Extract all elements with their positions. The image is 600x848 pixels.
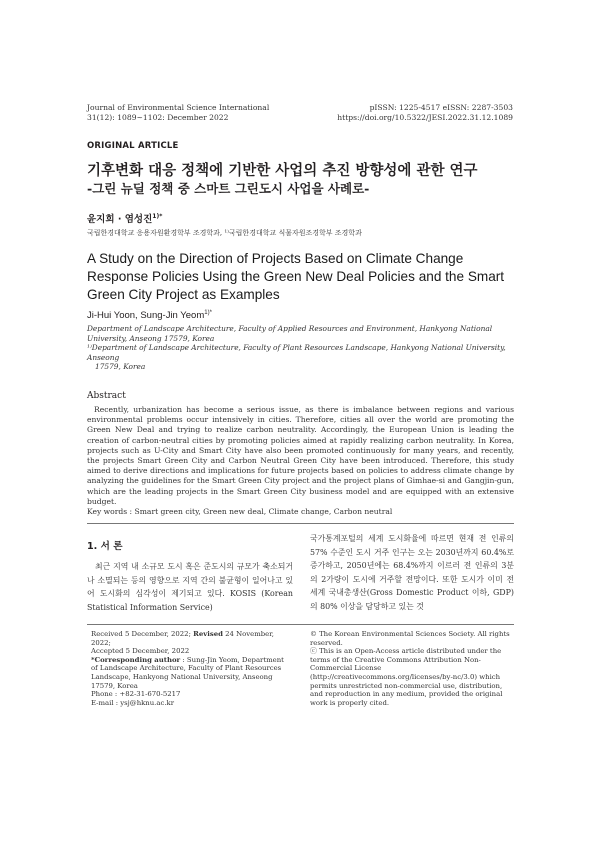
english-title: A Study on the Direction of Projects Based on Climate Change Response Policies Using the Green New Deal Policies and the Smart Green City Project as Examples: [87, 251, 505, 302]
header-right: [337, 103, 513, 123]
korean-authors: [87, 211, 162, 225]
header-left: [87, 103, 269, 123]
section-divider: [87, 523, 514, 524]
copyright-notice: © The Korean Environmental Sciences Society. All rights reserved.: [310, 630, 510, 647]
keywords-label: Key words :: [87, 507, 133, 516]
affiliation-1: Department of Landscape Architecture, Faculty of Applied Resources and Environment, Hankyong National University, Anseong 17579, Korea: [87, 324, 493, 343]
doi-link[interactable]: https://doi.org/10.5322/JESI.2022.31.12.1089: [337, 113, 513, 122]
footnote-left: [91, 630, 291, 707]
keywords-text: Smart green city, Green new deal, Climate change, Carbon neutral: [134, 507, 393, 516]
received-dates: [91, 630, 291, 647]
issn: pISSN: 1225-4517 eISSN: 2287-3503: [369, 103, 513, 112]
volume-info: 31(12): 1089~1102: December 2022: [87, 113, 229, 122]
korean-author-sup: 1)*: [152, 212, 163, 220]
korean-author-names: 윤지희 · 염성진: [87, 214, 153, 225]
received-text: Received 5 December, 2022;: [91, 630, 194, 638]
abstract-heading: Abstract: [87, 391, 126, 401]
journal-header: [87, 103, 513, 125]
license-notice: ⓒ This is an Open-Access article distributed under the terms of the Creative Commons Attribution Non-Commercial License (http://creativecommons.org/licenses/by-nc/3.0) which permits unrestricted non-commercial use, distribution, and reproduction in any medium, provided the original work is properly cited.: [310, 647, 503, 707]
journal-name: Journal of Environmental Science International: [87, 103, 270, 112]
revised-label: Revised: [193, 630, 223, 638]
phone: Phone : +82-31-670-5217: [91, 690, 181, 699]
intro-left-column: 최근 지역 내 소규모 도시 혹은 준도시의 규모가 축소되거나 소멸되는 등의 영향으로 지역 간의 불균형이 일어나고 있어 도시화의 심각성이 제기되고 있다. KOSIS (Korean Statistical Information Service): [87, 562, 293, 612]
english-author-sup: 1)*: [204, 310, 212, 316]
corresponding-author: [91, 656, 291, 690]
english-authors: [87, 310, 212, 321]
affiliation-2: ¹⁾Department of Landscape Architecture, Faculty of Plant Resources Landscape, Hankyong National University, Anseong: [87, 343, 506, 362]
keywords: [87, 507, 514, 516]
intro-right-column: 국가통계포털의 세계 도시화율에 따르면 현재 전 인류의 57% 수준인 도시 거주 인구는 오는 2030년까지 60.4%로 증가하고, 2050년에는 68.4%까지 이르러 전 인류의 3분의 2가량이 도시에 거주할 전망이다. 또한 도시가 이미 전 세계 국내총생산(Gross Domestic Product 이하, GDP)의 80% 이상을 담당하고 있는 것: [310, 534, 514, 611]
accepted-date: Accepted 5 December, 2022: [91, 647, 190, 656]
english-affiliations: [87, 324, 517, 372]
revised-value: 24 November, 2022;: [91, 630, 274, 647]
korean-subtitle: -그린 뉴딜 정책 중 스마트 그린도시 사업을 사례로-: [87, 181, 370, 196]
email-link[interactable]: E-mail : ysj@hknu.ac.kr: [91, 698, 175, 707]
affiliation-2-cont: 17579, Korea: [95, 362, 146, 371]
section-heading-intro: 1. 서 론: [87, 541, 123, 552]
abstract-body: Recently, urbanization has become a serious issue, as there is imbalance between regions and various environmental problems occur intensively in cities. Therefore, cities all over the world are promoting the Green New Deal and trying to realize carbon neutrality. Accordingly, the European Union is leading the creation of carbon-neutral cities by promoting policies aimed at rapidly realizing carbon neutrality. In Korea, projects such as U-City and Smart City have also been promoted continuously for many years, and recently, the projects Smart Green City and Carbon Neutral Green City have been introduced. Therefore, this study aimed to derive directions and implications for future projects based on policies to address climate change by analyzing the guidelines for the Smart Green City project and the project plans of Gimhae-si and Gangjin-gun, which are the leading projects in the Smart Green City business model and are equipped with an extensive budget.: [87, 405, 514, 506]
footnote-right: [310, 630, 514, 707]
footnote-divider: [87, 624, 514, 625]
corresponding-text: : Sung-Jin Yeom, Department of Landscape Architecture, Faculty of Plant Resources Landscape, Hankyong National University, Anseong 17579, Korea: [91, 655, 284, 690]
korean-title: 기후변화 대응 정책에 기반한 사업의 추진 방향성에 관한 연구: [87, 163, 478, 179]
english-author-names: Ji-Hui Yoon, Sung-Jin Yeom: [87, 310, 205, 322]
corresponding-label: *Corresponding author: [91, 655, 181, 664]
article-type-label: ORIGINAL ARTICLE: [87, 141, 179, 151]
korean-affiliation: 국립한경대학교 응용자원환경학부 조경학과, ¹⁾국립한경대학교 식물자원조경학부 조경학과: [87, 229, 362, 237]
